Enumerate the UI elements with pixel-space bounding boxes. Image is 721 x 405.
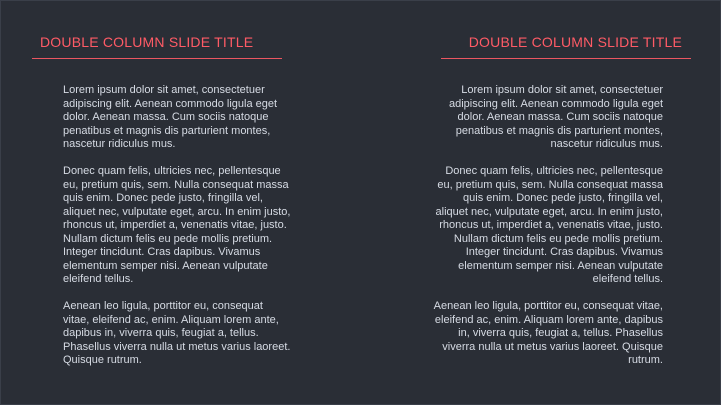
left-paragraph-3: Aenean leo ligula, porttitor eu, consequat vitae, eleifend ac, enim. Aliquam lorem ante, dapibus in, viverra quis, feugiat a, tellus. Phasellus viverra nulla ut metus varius laoreet. Quisque rutrum. xyxy=(63,300,291,366)
left-slide-title: DOUBLE COLUMN SLIDE TITLE xyxy=(40,34,254,50)
right-paragraph-3: Aenean leo ligula, porttitor eu, consequat vitae, eleifend ac, enim. Aliquam lorem ante, dapibus in, viverra quis, feugiat a, tellus. Phasellus viverra nulla ut metus varius laoreet. Quisque rutrum. xyxy=(433,300,663,366)
left-paragraph-1: Lorem ipsum dolor sit amet, consectetuer adipiscing elit. Aenean commodo ligula eget dolor. Aenean massa. Cum sociis natoque penatibus et magnis dis parturient montes, nascetur ridiculus mus. xyxy=(63,84,278,150)
right-slide-title: DOUBLE COLUMN SLIDE TITLE xyxy=(468,34,682,50)
right-title-underline xyxy=(441,58,691,59)
left-paragraph-2: Donec quam felis, ultricies nec, pellentesque eu, pretium quis, sem. Nulla consequat massa quis enim. Donec pede justo, fringilla vel, aliquet nec, vulputate eget, arcu. In enim justo, rhoncus ut, imperdiet a, venenatis vitae, justo. Nullam dictum felis eu pede mollis pretium. Integer tincidunt. Cras dapibus. Vivamus elementum semper nisi. Aenean vulputate eleifend tellus. xyxy=(63,165,291,285)
right-text-column xyxy=(423,84,663,381)
right-paragraph-1: Lorem ipsum dolor sit amet, consectetuer adipiscing elit. Aenean commodo ligula eget dolor. Aenean massa. Cum sociis natoque penatibus et magnis dis parturient montes, nascetur ridiculus mus. xyxy=(448,84,663,150)
right-paragraph-2: Donec quam felis, ultricies nec, pellentesque eu, pretium quis, sem. Nulla consequat massa quis enim. Donec pede justo, fringilla vel, aliquet nec, vulputate eget, arcu. In enim justo, rhoncus ut, imperdiet a, venenatis vitae, justo. Nullam dictum felis eu pede mollis pretium. Integer tincidunt. Cras dapibus. Vivamus elementum semper nisi. Aenean vulputate eleifend tellus. xyxy=(435,165,663,285)
left-text-column xyxy=(63,84,303,381)
left-title-underline xyxy=(32,58,282,59)
